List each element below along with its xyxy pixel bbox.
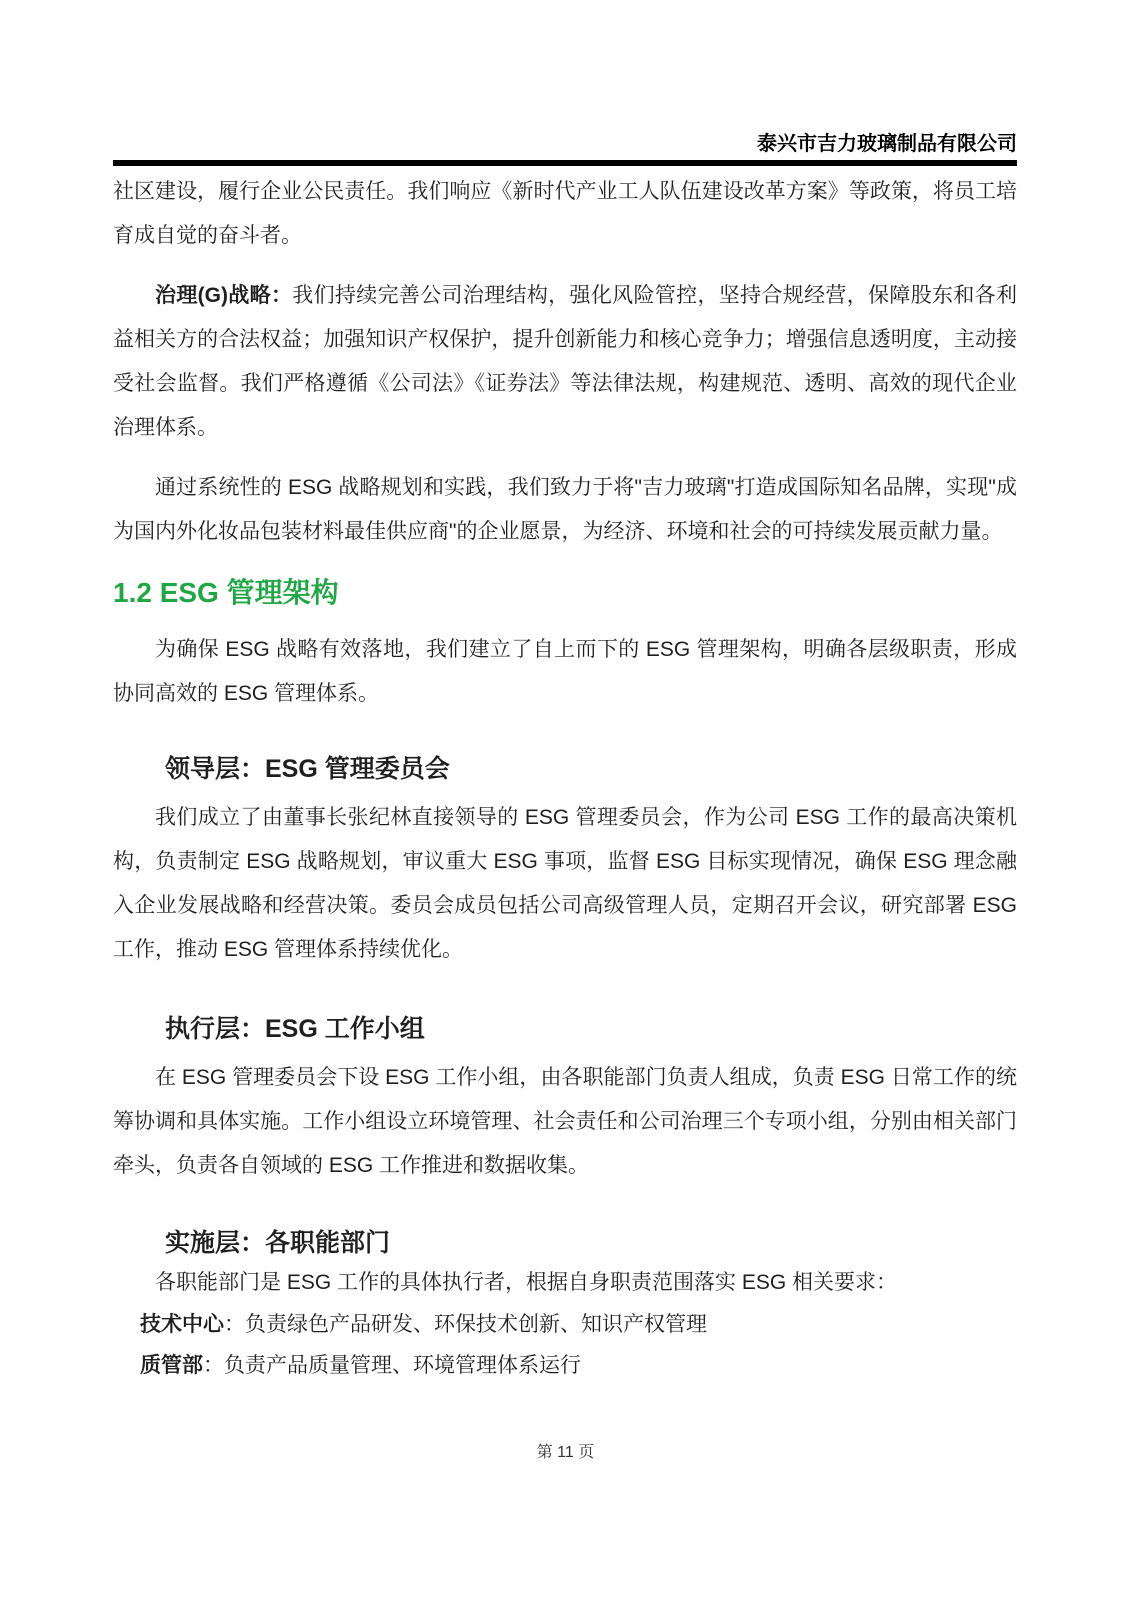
dept-line-tech-center [140,1304,1017,1345]
paragraph-execution-tier: 在 ESG 管理委员会下设 ESG 工作小组，由各职能部门负责人组成，负责 ESG 日常工作的统筹协调和具体实施。工作小组设立环境管理、社会责任和公司治理三个专项小组，分别由相关部门牵头，负责各自领域的 ESG 工作推进和数据收集。 [113,1066,1017,1177]
governance-strategy-lead: 治理(G)战略： [155,284,293,307]
paragraph-leadership-tier: 我们成立了由董事长张纪林直接领导的 ESG 管理委员会，作为公司 ESG 工作的最高决策机构，负责制定 ESG 战略规划，审议重大 ESG 事项，监督 ESG 目标实现情况，确保 ESG 理念融入企业发展战略和经营决策。委员会成员包括公司高级管理人员，定期召开会议，研究部署 ESG 工作，推动 ESG 管理体系持续优化。 [113,806,1017,961]
paragraph-governance [113,274,1017,450]
company-name: 泰兴市吉力玻璃制品有限公司 [757,133,1017,155]
dept-line-quality-dept [140,1345,1017,1386]
page-number: 第 11 页 [536,1444,595,1461]
subhead-execution-tier: 执行层：ESG 工作小组 [165,1015,425,1043]
document-body [113,170,1017,1386]
paragraph-vision: 通过系统性的 ESG 战略规划和实践，我们致力于将"吉力玻璃"打造成国际知名品牌，实现"成为国内外化妆品包装材料最佳供应商"的企业愿景，为经济、环境和社会的可持续发展贡献力量。 [113,476,1017,543]
subhead-leadership-tier: 领导层：ESG 管理委员会 [165,755,450,783]
header-rule [113,160,1017,166]
dept-duty-tech-center: ：负责绿色产品研发、环保技术创新、知识产权管理 [224,1313,707,1336]
paragraph-section-intro: 为确保 ESG 战略有效落地，我们建立了自上而下的 ESG 管理架构，明确各层级职责，形成协同高效的 ESG 管理体系。 [113,638,1017,705]
section-heading-esg-governance-structure: 1.2 ESG 管理架构 [113,577,339,608]
paragraph-community-continued: 社区建设，履行企业公民责任。我们响应《新时代产业工人队伍建设改革方案》等政策，将员工培育成自觉的奋斗者。 [113,180,1017,247]
governance-strategy-text: 我们持续完善公司治理结构，强化风险管控，坚持合规经营，保障股东和各利益相关方的合法权益；加强知识产权保护，提升创新能力和核心竞争力；增强信息透明度，主动接受社会监督。我们严格遵循《公司法》《证券法》等法律法规，构建规范、透明、高效的现代企业治理体系。 [113,284,1018,439]
dept-name-tech-center: 技术中心 [140,1313,224,1336]
paragraph-implementation-tier: 各职能部门是 ESG 工作的具体执行者，根据自身职责范围落实 ESG 相关要求： [155,1271,898,1294]
subhead-implementation-tier: 实施层：各职能部门 [165,1229,391,1257]
dept-name-quality-dept: 质管部 [140,1354,203,1377]
page-footer [0,1443,1131,1463]
dept-duty-quality-dept: ：负责产品质量管理、环境管理体系运行 [203,1354,581,1377]
page-header [113,0,1017,166]
